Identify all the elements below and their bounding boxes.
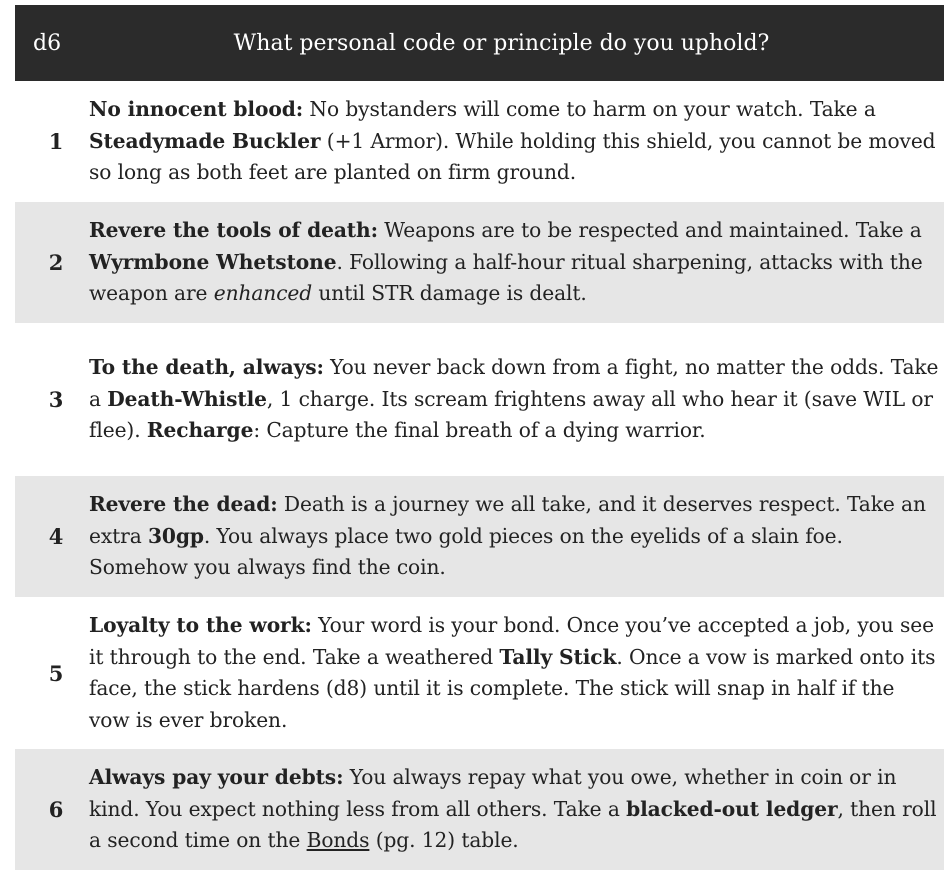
row-text xyxy=(89,610,944,736)
item-name: Steadymade Buckler xyxy=(89,128,321,153)
item-name: blacked-out ledger xyxy=(626,796,838,821)
row-title: No innocent blood: xyxy=(89,97,304,122)
recharge-label: Recharge xyxy=(146,418,254,443)
table-row xyxy=(15,81,944,202)
row-body: . Once a vow is marked onto its face, the stick hardens (d8) until it is complete. The stick will snap in half if the vow is ever broken. xyxy=(89,644,936,732)
row-text xyxy=(89,489,944,584)
row-title: Revere the dead: xyxy=(89,492,278,517)
row-body: . Following a half-hour ritual sharpening, attacks with the weapon are xyxy=(89,249,923,306)
row-body: , 1 charge. Its scream frightens away all who hear it (save WIL or flee). xyxy=(89,386,933,443)
item-name: Tally Stick xyxy=(499,644,617,669)
row-title: Always pay your debts: xyxy=(89,765,344,790)
question-header: What personal code or principle do you uphold? xyxy=(233,30,770,56)
row-number: 4 xyxy=(48,524,64,549)
die-column-header: d6 xyxy=(33,30,62,56)
table-row xyxy=(15,749,944,870)
item-name: Wyrmbone Whetstone xyxy=(89,249,337,274)
principles-table xyxy=(15,5,944,870)
row-body: You never back down from a fight, no matter the odds. Take a xyxy=(89,355,939,411)
table-row xyxy=(15,476,944,597)
row-text xyxy=(89,94,944,189)
row-title: To the death, always: xyxy=(89,355,324,380)
table-header xyxy=(15,5,944,81)
row-title: Loyalty to the work: xyxy=(89,613,312,637)
row-body: : Capture the final breath of a dying warrior. xyxy=(253,418,706,443)
row-body: No bystanders will come to harm on your watch. Take a xyxy=(303,97,876,122)
bonds-link[interactable]: Bonds xyxy=(306,828,370,853)
row-number: 6 xyxy=(48,797,64,822)
row-text xyxy=(89,352,944,447)
table-row xyxy=(15,202,944,323)
row-title: Revere the tools of death: xyxy=(89,218,378,243)
item-name: 30gp xyxy=(147,523,204,548)
row-body: (+1 Armor). While holding this shield, you cannot be moved so long as both feet are planted on firm ground. xyxy=(89,128,936,185)
row-body: until STR damage is dealt. xyxy=(312,281,587,306)
row-number: 3 xyxy=(48,387,64,412)
row-body: Your word is your bond. Once you’ve accepted a job, you see it through to the end. Take a weathered xyxy=(89,613,934,669)
row-number: 5 xyxy=(48,660,64,686)
item-name: Death-Whistle xyxy=(107,386,267,411)
row-body: You always repay what you owe, whether in coin or in kind. You expect nothing less from all others. Take a xyxy=(89,765,897,821)
emphasis-term: enhanced xyxy=(213,281,313,306)
row-number: 1 xyxy=(48,129,64,154)
row-body: (pg. 12) table. xyxy=(369,828,519,853)
table-row xyxy=(15,597,944,749)
row-body: Weapons are to be respected and maintained. Take a xyxy=(377,218,922,243)
row-body: , then roll a second time on the xyxy=(89,796,937,853)
row-number: 2 xyxy=(48,250,64,275)
row-body: . You always place two gold pieces on the eyelids of a slain foe. Somehow you always find the coin. xyxy=(89,523,843,580)
row-body: Death is a journey we all take, and it deserves respect. Take an extra xyxy=(89,492,926,548)
row-text xyxy=(89,762,944,857)
row-text xyxy=(89,215,944,310)
table-row xyxy=(15,323,944,476)
